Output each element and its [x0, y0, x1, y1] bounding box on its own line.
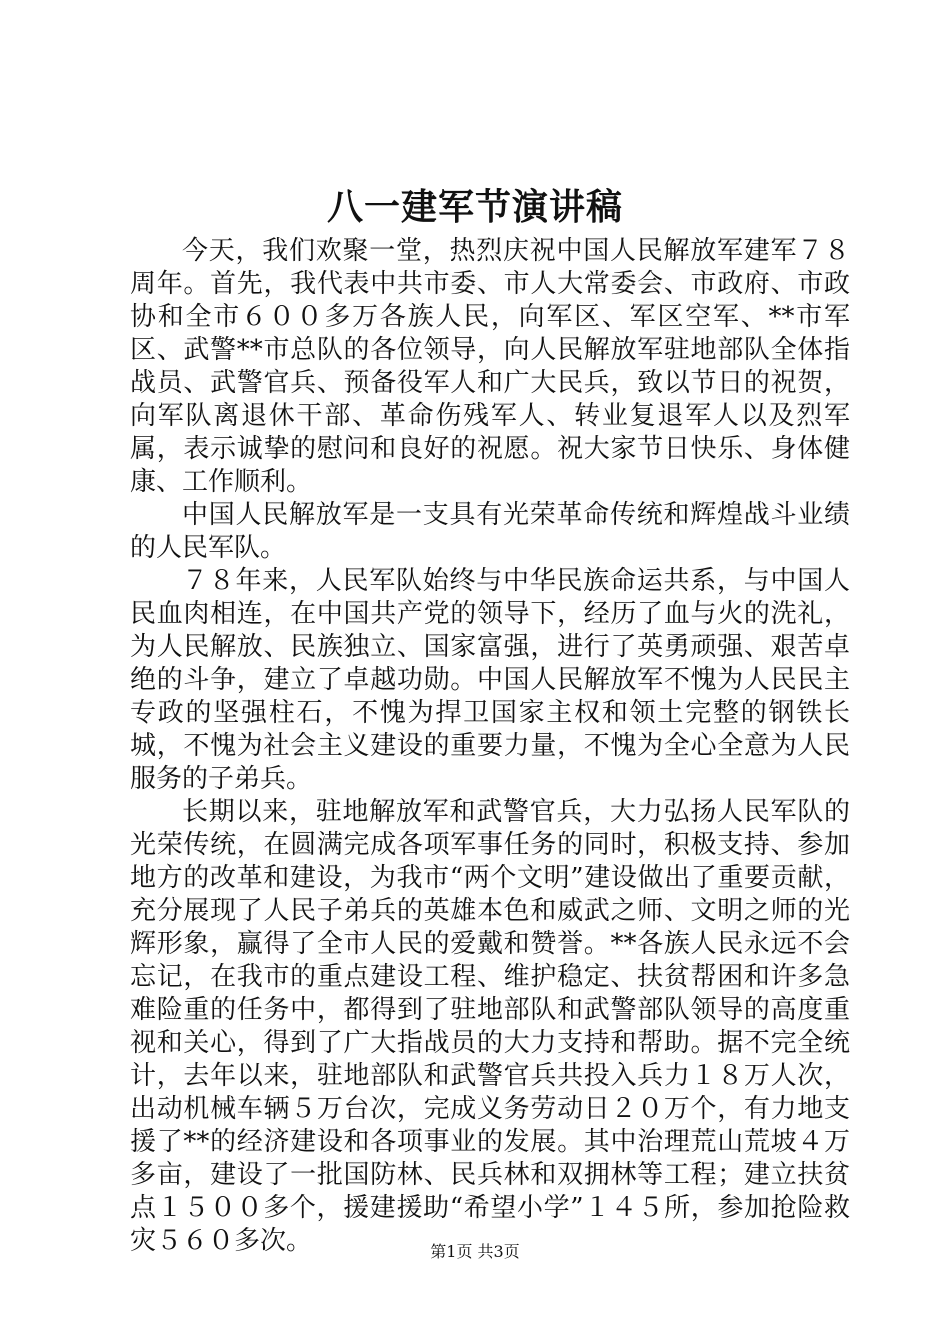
paragraph: 中国人民解放军是一支具有光荣革命传统和辉煌战斗业绩的人民军队。 [130, 500, 850, 563]
paragraph: 长期以来，驻地解放军和武警官兵，大力弘扬人民军队的光荣传统，在圆满完成各项军事任务的同时，积极支持、参加地方的改革和建设，为我市“两个文明”建设做出了重要贡献，充分展现了人民子弟兵的英雄本色和威武之师、文明之师的光辉形象，赢得了全市人民的爱戴和赞誉。**各族人民永远不会忘记，在我市的重点建设工程、维护稳定、扶贫帮困和许多急难险重的任务中，都得到了驻地部队和武警部队领导的高度重视和关心，得到了广大指战员的大力支持和帮助。据不完全统计，去年以来，驻地部队和武警官兵共投入兵力１８万人次，出动机械车辆５万台次，完成义务劳动日２０万个，有力地支援了**的经济建设和各项事业的发展。其中治理荒山荒坡４万多亩，建设了一批国防林、民兵林和双拥林等工程；建立扶贫点１５００多个，援建援助“希望小学”１４５所，参加抢险救灾５６０多次。 [130, 797, 850, 1256]
document-title: 八一建军节演讲稿 [326, 186, 623, 228]
page-footer: 第1页 共3页 [430, 1242, 520, 1261]
paragraph: ７８年来，人民军队始终与中华民族命运共系，与中国人民血肉相连，在中国共产党的领导下，经历了血与火的洗礼，为人民解放、民族独立、国家富强，进行了英勇顽强、艰苦卓绝的斗争，建立了卓越功勋。中国人民解放军不愧为人民民主专政的坚强柱石，不愧为捍卫国家主权和领土完整的钢铁长城，不愧为社会主义建设的重要力量，不愧为全心全意为人民服务的子弟兵。 [130, 566, 850, 794]
document-body [130, 235, 850, 1258]
paragraph: 今天，我们欢聚一堂，热烈庆祝中国人民解放军建军７８周年。首先，我代表中共市委、市人大常委会、市政府、市政协和全市６００多万各族人民，向军区、军区空军、**市军区、武警**市总队的各位领导，向人民解放军驻地部队全体指战员、武警官兵、预备役军人和广大民兵，致以节日的祝贺，向军队离退休干部、革命伤残军人、转业复退军人以及烈军属，表示诚挚的慰问和良好的祝愿。祝大家节日快乐、身体健康、工作顺利。 [130, 236, 850, 497]
